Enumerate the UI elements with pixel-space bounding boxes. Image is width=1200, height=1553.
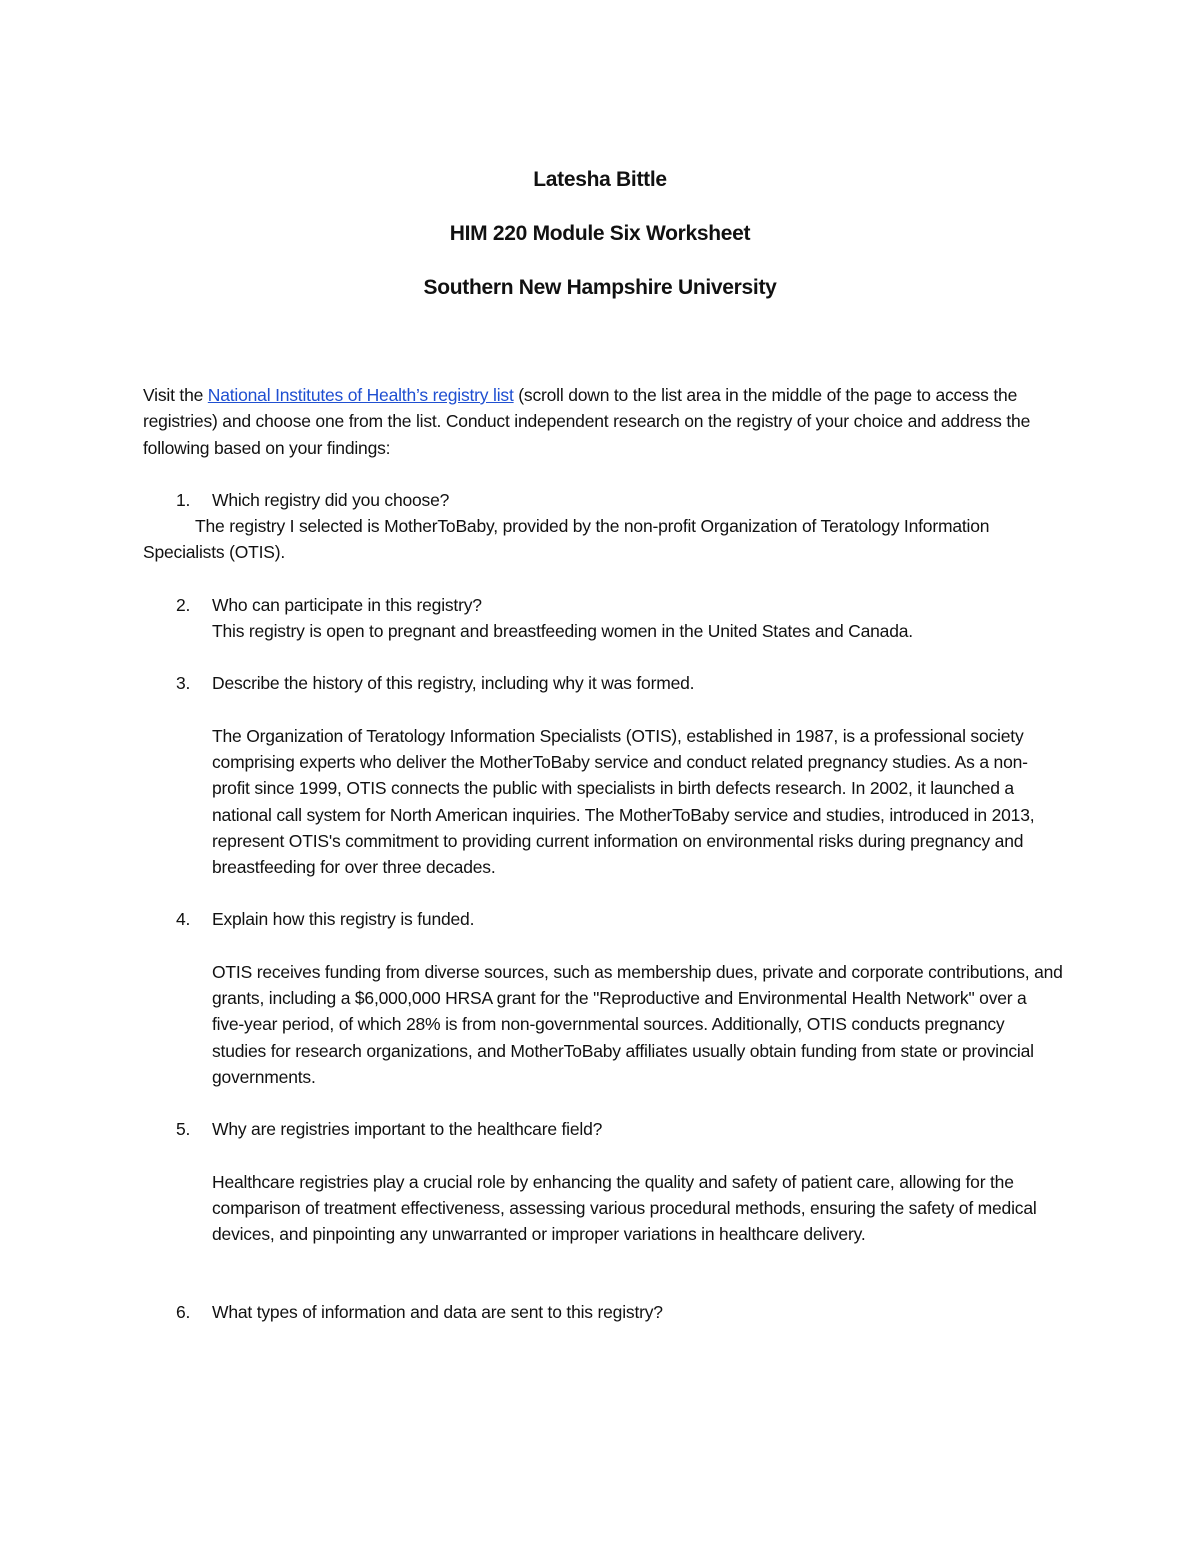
intro-suffix: (scroll down to the list area in the middle of the page to access the registries) and choose one from the list. Conduct independent research on the registry of your choice and address the following based on your findings: bbox=[143, 385, 1031, 458]
answer-1: The registry I selected is MotherToBaby, provided by the non-profit Organization of Teratology Information Specialists (OTIS). bbox=[143, 516, 990, 563]
answer-4: OTIS receives funding from diverse sources, such as membership dues, private and corporate contributions, and grants, including a $6,000,000 HRSA grant for the "Reproductive and Environmental Health Network" over a five-year period, of which 28% is from non-governmental sources. Additionally, OTIS conducts pregnancy studies for research organizations, and MotherToBaby affiliates usually obtain funding from state or provincial governments. bbox=[212, 961, 1063, 1087]
question-6 bbox=[143, 1299, 1063, 1325]
question-1 bbox=[143, 487, 1063, 513]
question-text: Describe the history of this registry, including why it was formed. bbox=[212, 673, 695, 694]
intro-prefix: Visit the bbox=[143, 385, 208, 405]
nih-registry-link[interactable]: National Institutes of Health’s registry list bbox=[207, 385, 514, 405]
question-text: What types of information and data are sent to this registry? bbox=[212, 1302, 663, 1323]
author-name: Latesha Bittle bbox=[533, 168, 667, 191]
question-number: 6. bbox=[176, 1302, 191, 1323]
question-number: 1. bbox=[176, 489, 191, 510]
intro-paragraph bbox=[143, 382, 1063, 461]
question-text: Explain how this registry is funded. bbox=[212, 909, 475, 930]
document-body bbox=[143, 382, 1063, 1326]
title-block bbox=[0, 164, 1200, 326]
question-number: 2. bbox=[176, 594, 191, 615]
question-3 bbox=[143, 670, 1063, 696]
answer-5: Healthcare registries play a crucial role by enhancing the quality and safety of patient care, allowing for the comparison of treatment effectiveness, assessing various procedural methods, ensuring the safety of medical devices, and pinpointing any unwarranted or improper variations in healthcare delivery. bbox=[212, 1171, 1037, 1245]
question-text: Which registry did you choose? bbox=[212, 489, 450, 510]
answer-2: This registry is open to pregnant and breastfeeding women in the United States and Canada. bbox=[212, 621, 913, 642]
question-number: 3. bbox=[176, 673, 191, 694]
question-text: Who can participate in this registry? bbox=[212, 594, 482, 615]
question-number: 4. bbox=[176, 909, 191, 930]
question-number: 5. bbox=[176, 1119, 191, 1140]
school-name: Southern New Hampshire University bbox=[423, 276, 777, 299]
question-2 bbox=[143, 592, 1063, 618]
question-4 bbox=[143, 906, 1063, 932]
question-text: Why are registries important to the healthcare field? bbox=[212, 1119, 603, 1140]
course-title: HIM 220 Module Six Worksheet bbox=[449, 222, 751, 245]
question-5 bbox=[143, 1116, 1063, 1142]
answer-3: The Organization of Teratology Information Specialists (OTIS), established in 1987, is a professional society comprising experts who deliver the MotherToBaby service and conduct related pregnancy studies. As a non-profit since 1999, OTIS connects the public with specialists in birth defects research. In 2002, it launched a national call system for North American inquiries. The MotherToBaby service and studies, introduced in 2013, represent OTIS's commitment to providing current information on environmental risks during pregnancy and breastfeeding for over three decades. bbox=[212, 725, 1035, 878]
